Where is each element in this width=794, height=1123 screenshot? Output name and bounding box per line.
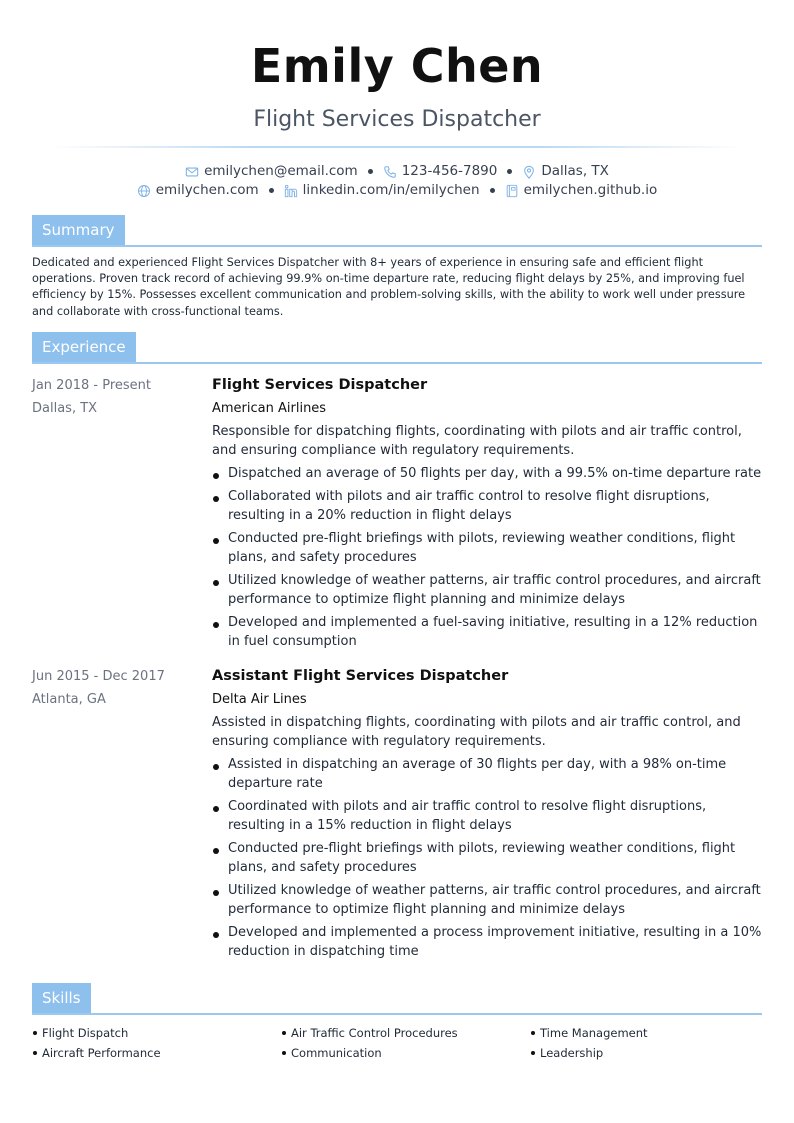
job-bullet: Collaborated with pilots and air traffic control to resolve flight disruptions, resulting in a 20% reduction in flight delays bbox=[212, 487, 762, 525]
job-meta bbox=[32, 665, 212, 965]
skill-item: Time Management bbox=[530, 1023, 762, 1043]
job-title-headline: Flight Services Dispatcher bbox=[253, 107, 541, 132]
contact-phone[interactable] bbox=[383, 162, 498, 181]
contact-email[interactable] bbox=[185, 162, 358, 181]
job-bullet: Developed and implemented a process improvement initiative, resulting in a 10% reduction in dispatching time bbox=[212, 923, 762, 961]
phone-icon bbox=[383, 165, 397, 179]
job-bullet: Utilized knowledge of weather patterns, air traffic control procedures, and aircraft performance to optimize flight planning and minimize delays bbox=[212, 571, 762, 609]
skills-heading: Skills bbox=[32, 983, 91, 1013]
github-icon bbox=[505, 184, 519, 198]
contact-github[interactable] bbox=[505, 181, 658, 200]
job-entry bbox=[32, 665, 762, 965]
job-bullet: Dispatched an average of 50 flights per day, with a 99.5% on-time departure rate bbox=[212, 464, 762, 483]
linkedin-icon bbox=[284, 184, 298, 198]
job-bullet: Assisted in dispatching an average of 30 flights per day, with a 98% on-time departure rate bbox=[212, 755, 762, 793]
job-bullet: Conducted pre-flight briefings with pilots, reviewing weather conditions, flight plans, and safety procedures bbox=[212, 839, 762, 877]
globe-icon bbox=[137, 184, 151, 198]
skill-item: Communication bbox=[281, 1043, 530, 1063]
skill-item: Aircraft Performance bbox=[32, 1043, 281, 1063]
github-text: emilychen.github.io bbox=[523, 182, 658, 198]
contact-linkedin[interactable] bbox=[284, 181, 480, 200]
map-pin-icon bbox=[522, 165, 536, 179]
job-bullets bbox=[212, 464, 762, 651]
job-dates: Jan 2018 - Present bbox=[32, 377, 151, 393]
job-description: Assisted in dispatching flights, coordinating with pilots and air traffic control, and ensuring compliance with regulatory requirements. bbox=[212, 714, 741, 749]
contact-location bbox=[522, 162, 609, 181]
job-bullet: Utilized knowledge of weather patterns, air traffic control procedures, and aircraft performance to optimize flight planning and minimize delays bbox=[212, 881, 762, 919]
job-bullet: Developed and implemented a fuel-saving initiative, resulting in a 12% reduction in fuel consumption bbox=[212, 613, 762, 651]
email-text: emilychen@email.com bbox=[204, 163, 358, 179]
job-title: Assistant Flight Services Dispatcher bbox=[212, 667, 509, 684]
job-company: Delta Air Lines bbox=[212, 691, 307, 707]
separator-dot bbox=[368, 169, 373, 174]
job-details bbox=[212, 374, 762, 655]
summary-section-header bbox=[32, 215, 762, 247]
skill-item: Leadership bbox=[530, 1043, 762, 1063]
job-bullet: Coordinated with pilots and air traffic control to resolve flight disruptions, resulting in a 15% reduction in flight delays bbox=[212, 797, 762, 835]
skill-item: Flight Dispatch bbox=[32, 1023, 281, 1043]
job-entry bbox=[32, 374, 762, 655]
job-bullets bbox=[212, 755, 762, 961]
skills-section-header bbox=[32, 983, 762, 1015]
summary-text: Dedicated and experienced Flight Services Dispatcher with 8+ years of experience in ensuring safe and efficient flight operations. Proven track record of achieving 99.9% on-time departure rate, reducing flight delays by 25%, and improving fuel efficiency by 15%. Possesses excellent communication and problem-solving skills, with the ability to work well under pressure and collaborate with cross-functional teams. bbox=[32, 256, 746, 318]
job-bullet: Conducted pre-flight briefings with pilots, reviewing weather conditions, flight plans, and safety procedures bbox=[212, 529, 762, 567]
contact-website[interactable] bbox=[137, 181, 259, 200]
job-meta bbox=[32, 374, 212, 655]
experience-heading: Experience bbox=[32, 332, 136, 362]
contact-line-1 bbox=[32, 162, 762, 181]
separator-dot bbox=[490, 188, 495, 193]
job-title: Flight Services Dispatcher bbox=[212, 376, 428, 393]
contact-line-2 bbox=[32, 181, 762, 200]
skill-item: Air Traffic Control Procedures bbox=[281, 1023, 530, 1043]
job-company: American Airlines bbox=[212, 400, 327, 416]
phone-text: 123-456-7890 bbox=[401, 163, 498, 179]
job-description: Responsible for dispatching flights, coordinating with pilots and air traffic control, and ensuring compliance with regulatory requirements. bbox=[212, 423, 742, 458]
location-text: Dallas, TX bbox=[541, 163, 609, 179]
separator-dot bbox=[269, 188, 274, 193]
job-details bbox=[212, 665, 762, 965]
skills-list bbox=[32, 1023, 762, 1063]
linkedin-text: linkedin.com/in/emilychen bbox=[302, 182, 480, 198]
contact-block bbox=[32, 162, 762, 200]
candidate-name: Emily Chen bbox=[250, 39, 544, 93]
job-dates: Jun 2015 - Dec 2017 bbox=[32, 668, 165, 684]
experience-section-header bbox=[32, 332, 762, 364]
job-location: Atlanta, GA bbox=[32, 691, 106, 707]
job-location: Dallas, TX bbox=[32, 400, 98, 416]
website-text: emilychen.com bbox=[155, 182, 259, 198]
title-divider bbox=[50, 146, 744, 148]
envelope-icon bbox=[185, 165, 199, 179]
summary-heading: Summary bbox=[32, 215, 125, 245]
separator-dot bbox=[507, 169, 512, 174]
